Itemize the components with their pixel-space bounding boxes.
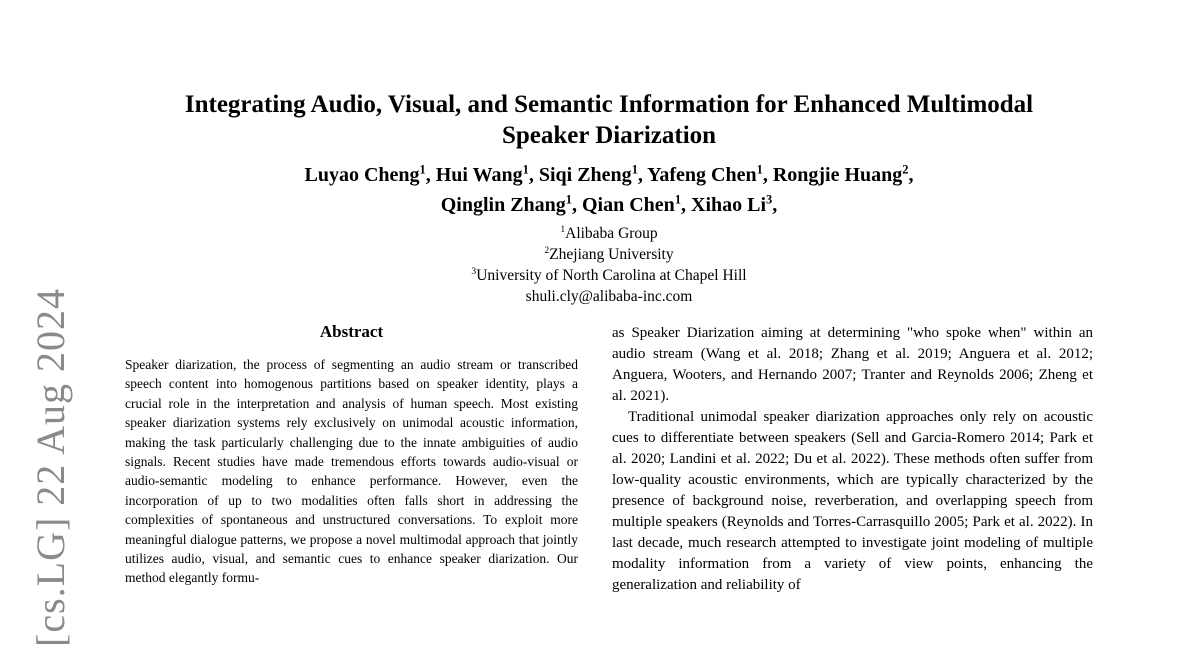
author-superscript: 3 [766, 192, 773, 207]
author-superscript: 1 [674, 192, 682, 207]
author-superscript: 2 [902, 162, 909, 177]
affiliation-block [125, 223, 1093, 307]
two-column-body [125, 323, 1093, 596]
affiliation-line [125, 244, 1093, 265]
paper-content [125, 0, 1093, 596]
author-name: Hui Wang [435, 164, 523, 186]
title-line-2: Speaker Diarization [501, 122, 717, 149]
author-name: Qian Chen [582, 194, 675, 216]
affiliation-line [125, 265, 1093, 286]
author-superscript: 1 [522, 162, 529, 177]
right-column [612, 323, 1093, 596]
author-separator: , [908, 164, 914, 186]
author-superscript: 1 [419, 162, 426, 177]
author-name: Yafeng Chen [647, 164, 757, 186]
author-name: Rongjie Huang [772, 164, 903, 186]
author-separator: , [637, 164, 648, 186]
author-list [125, 160, 1093, 220]
body-paragraph: Traditional unimodal speaker diarization approaches only rely on acoustic cues to differentiate between speakers (Sell and Garcia-Romero 2014; Park et al. 2020; Landini et al. 2022; Du et al. 2022). These methods often suffer from low-quality acoustic environments, which are typically characterized by the presence of background noise, reverberation, and overlapping speech from multiple speakers (Reynolds and Torres-Carrasquillo 2005; Park et al. 2022). In last decade, much research attempted to investigate joint modeling of multiple modality information from a variety of view points, enhancing the generalization and reliability of [612, 409, 1093, 593]
affiliation-line [125, 223, 1093, 244]
affiliation-superscript: 2 [544, 244, 550, 256]
arxiv-stamp: [cs.LG] 22 Aug 2024 [28, 288, 73, 647]
author-separator: , [772, 194, 778, 216]
author-name: Xihao Li [691, 194, 767, 216]
contact-email: shuli.cly@alibaba-inc.com [525, 288, 693, 305]
author-name: Luyao Cheng [304, 164, 420, 186]
author-separator: , [681, 194, 692, 216]
author-superscript: 1 [565, 192, 572, 207]
abstract-heading: Abstract [319, 322, 384, 341]
affiliation-text: Alibaba Group [565, 225, 658, 242]
author-name: Qinglin Zhang [440, 194, 566, 216]
page-title [125, 89, 1093, 151]
author-name: Siqi Zheng [538, 164, 632, 186]
title-line-1: Integrating Audio, Visual, and Semantic Information for Enhanced Multimodal [184, 91, 1034, 118]
author-line-1 [125, 160, 1093, 190]
author-separator: , [425, 164, 436, 186]
author-separator: , [528, 164, 539, 186]
left-column [125, 323, 578, 596]
abstract-text: Speaker diarization, the process of segmenting an audio stream or transcribed speech content into homogenous partitions based on speaker identity, plays a crucial role in the interpretation and analysis of human speech. Most existing speaker diarization systems rely exclusively on unimodal acoustic information, making the task particularly challenging due to the innate ambiguities of audio signals. Recent studies have made tremendous efforts towards audio-visual or audio-semantic modeling to enhance performance. However, even the incorporation of up to two modalities often falls short in addressing the complexities of spontaneous and unstructured conversations. To exploit more meaningful dialogue patterns, we propose a novel multimodal approach that jointly utilizes audio, visual, and semantic cues to enhance speaker diarization. Our method elegantly formu- [125, 357, 578, 586]
author-line-2 [125, 190, 1093, 220]
author-superscript: 1 [756, 162, 763, 177]
affiliation-superscript: 1 [560, 223, 566, 235]
body-paragraph: as Speaker Diarization aiming at determining "who spoke when" within an audio stream (Wang et al. 2018; Zhang et al. 2019; Anguera et al. 2012; Anguera, Wooters, and Hernando 2007; Tranter and Reynolds 2006; Zheng et al. 2021). [612, 325, 1093, 404]
author-separator: , [762, 164, 773, 186]
author-separator: , [572, 194, 582, 216]
affiliation-text: Zhejiang University [549, 246, 674, 263]
author-superscript: 1 [631, 162, 638, 177]
affiliation-text: University of North Carolina at Chapel Hill [476, 267, 747, 284]
affiliation-superscript: 3 [471, 265, 477, 277]
